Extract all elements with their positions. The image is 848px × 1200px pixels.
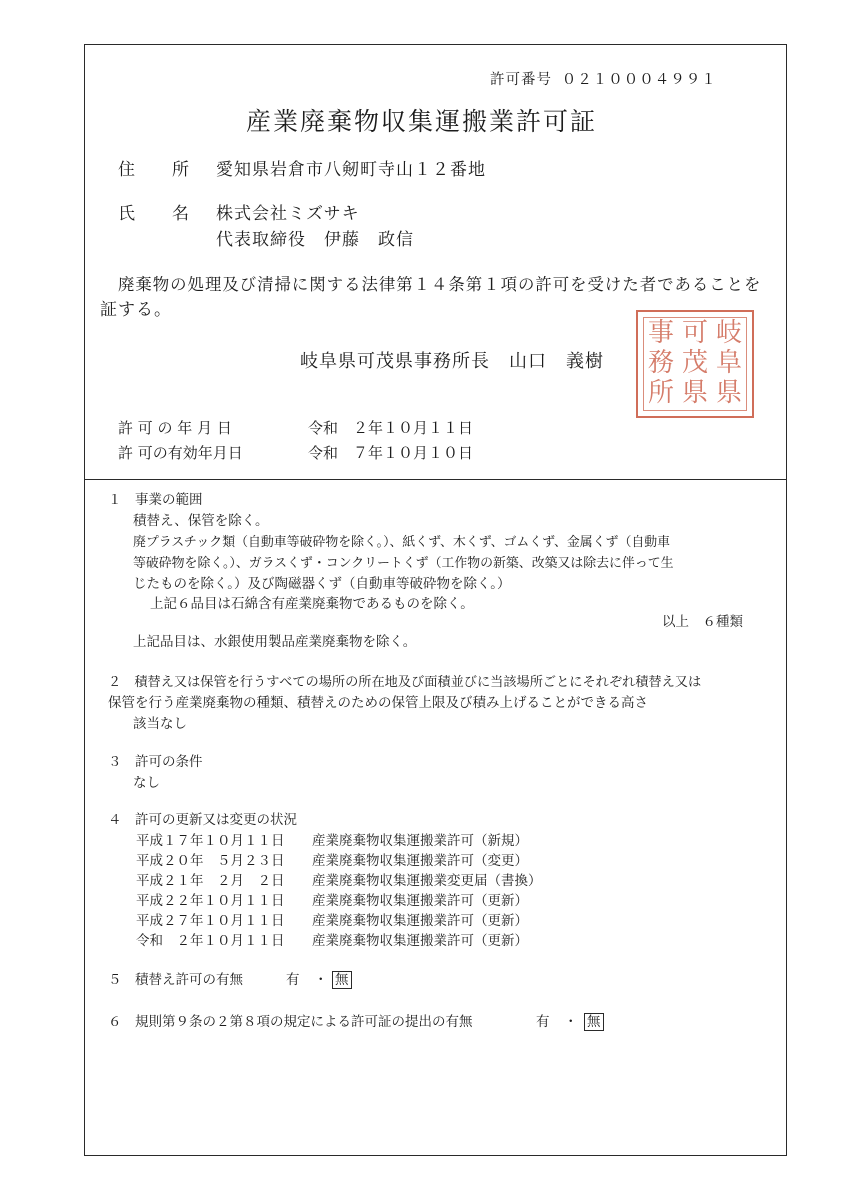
- section1-line: 廃プラスチック類（自動車等破砕物を除く。）、紙くず、木くず、ゴムくず、金属くず（自動車: [133, 535, 671, 550]
- permit-date-label: 許 可 の 年 月 日: [118, 419, 232, 437]
- valid-until-label: 許 可の有効年月日: [118, 444, 243, 462]
- section-divider: [84, 479, 787, 480]
- name-label: 氏 名: [118, 204, 190, 224]
- history-event: 産業廃棄物収集運搬業変更届（書換）: [312, 873, 542, 889]
- section1-heading: １ 事業の範囲: [108, 492, 203, 508]
- valid-until-value: 令和 ７年１０月１０日: [308, 444, 474, 462]
- section1-line: 積替え、保管を除く。: [133, 513, 269, 529]
- company-name: 株式会社ミズサキ: [216, 204, 360, 224]
- history-event: 産業廃棄物収集運搬業許可（変更）: [312, 853, 528, 869]
- history-event: 産業廃棄物収集運搬業許可（更新）: [312, 933, 528, 949]
- section6-separator: ・: [564, 1014, 578, 1030]
- section3-value: なし: [133, 775, 160, 791]
- section2-value: 該当なし: [133, 716, 187, 732]
- section3-heading: ３ 許可の条件: [108, 754, 203, 770]
- section6-label: ６ 規則第９条の２第８項の規定による許可証の提出の有無: [108, 1014, 473, 1030]
- permit-date-value: 令和 ２年１０月１１日: [308, 419, 474, 437]
- section6-no-selected: 無: [584, 1012, 604, 1033]
- representative-name: 代表取締役 伊藤 政信: [216, 230, 414, 250]
- section4-heading: ４ 許可の更新又は変更の状況: [108, 812, 297, 828]
- certificate-title: 産業廃棄物収集運搬業許可証: [246, 107, 598, 136]
- history-date: 平成２２年１０月１１日: [136, 893, 285, 909]
- section1-line: 上記品目は、水銀使用製品産業廃棄物を除く。: [133, 634, 417, 650]
- history-date: 平成２１年 ２月 ２日: [136, 873, 285, 889]
- history-date: 平成１７年１０月１１日: [136, 833, 285, 849]
- section5-label: ５ 積替え許可の有無: [108, 972, 243, 988]
- section2-line: ２ 積替え又は保管を行うすべての場所の所在地及び面積並びに当該場所ごとにそれぞれ積替え又は: [108, 675, 702, 690]
- section1-count: 以上 ６種類: [662, 614, 743, 630]
- certification-text-line1: 廃棄物の処理及び清掃に関する法律第１４条第１項の許可を受けた者であることを: [118, 275, 762, 294]
- history-event: 産業廃棄物収集運搬業許可（更新）: [312, 913, 528, 929]
- history-date: 平成２０年 ５月２３日: [136, 853, 285, 869]
- section1-line: 等破砕物を除く。）、ガラスくず・コンクリートくず（工作物の新築、改築又は除去に伴って生: [133, 556, 674, 571]
- section5-separator: ・: [314, 972, 328, 988]
- section1-line: 上記６品目は石綿含有産業廃棄物であるものを除く。: [150, 596, 474, 612]
- official-seal-stamp: 岐 阜 県 可 茂 県 事 務 所: [636, 310, 754, 418]
- section6-yes: 有: [536, 1014, 550, 1030]
- permit-number: 許可番号 ０２１０００４９９１: [490, 72, 717, 88]
- history-event: 産業廃棄物収集運搬業許可（新規）: [312, 833, 528, 849]
- history-event: 産業廃棄物収集運搬業許可（更新）: [312, 893, 528, 909]
- history-date: 平成２７年１０月１１日: [136, 913, 285, 929]
- section5-no-selected: 無: [332, 970, 352, 991]
- certification-text-line2: 証する。: [100, 300, 172, 320]
- address-value: 愛知県岩倉市八剱町寺山１２番地: [216, 160, 486, 180]
- address-label: 住 所: [118, 160, 190, 180]
- issuer-name: 岐阜県可茂県事務所長 山口 義樹: [300, 351, 604, 372]
- history-date: 令和 ２年１０月１１日: [136, 933, 285, 949]
- section1-line: じたものを除く。）及び陶磁器くず（自動車等破砕物を除く。）: [133, 576, 511, 592]
- section5-yes: 有: [286, 972, 300, 988]
- section2-line: 保管を行う産業廃棄物の種類、積替えのための保管上限及び積み上げることができる高さ: [108, 695, 648, 711]
